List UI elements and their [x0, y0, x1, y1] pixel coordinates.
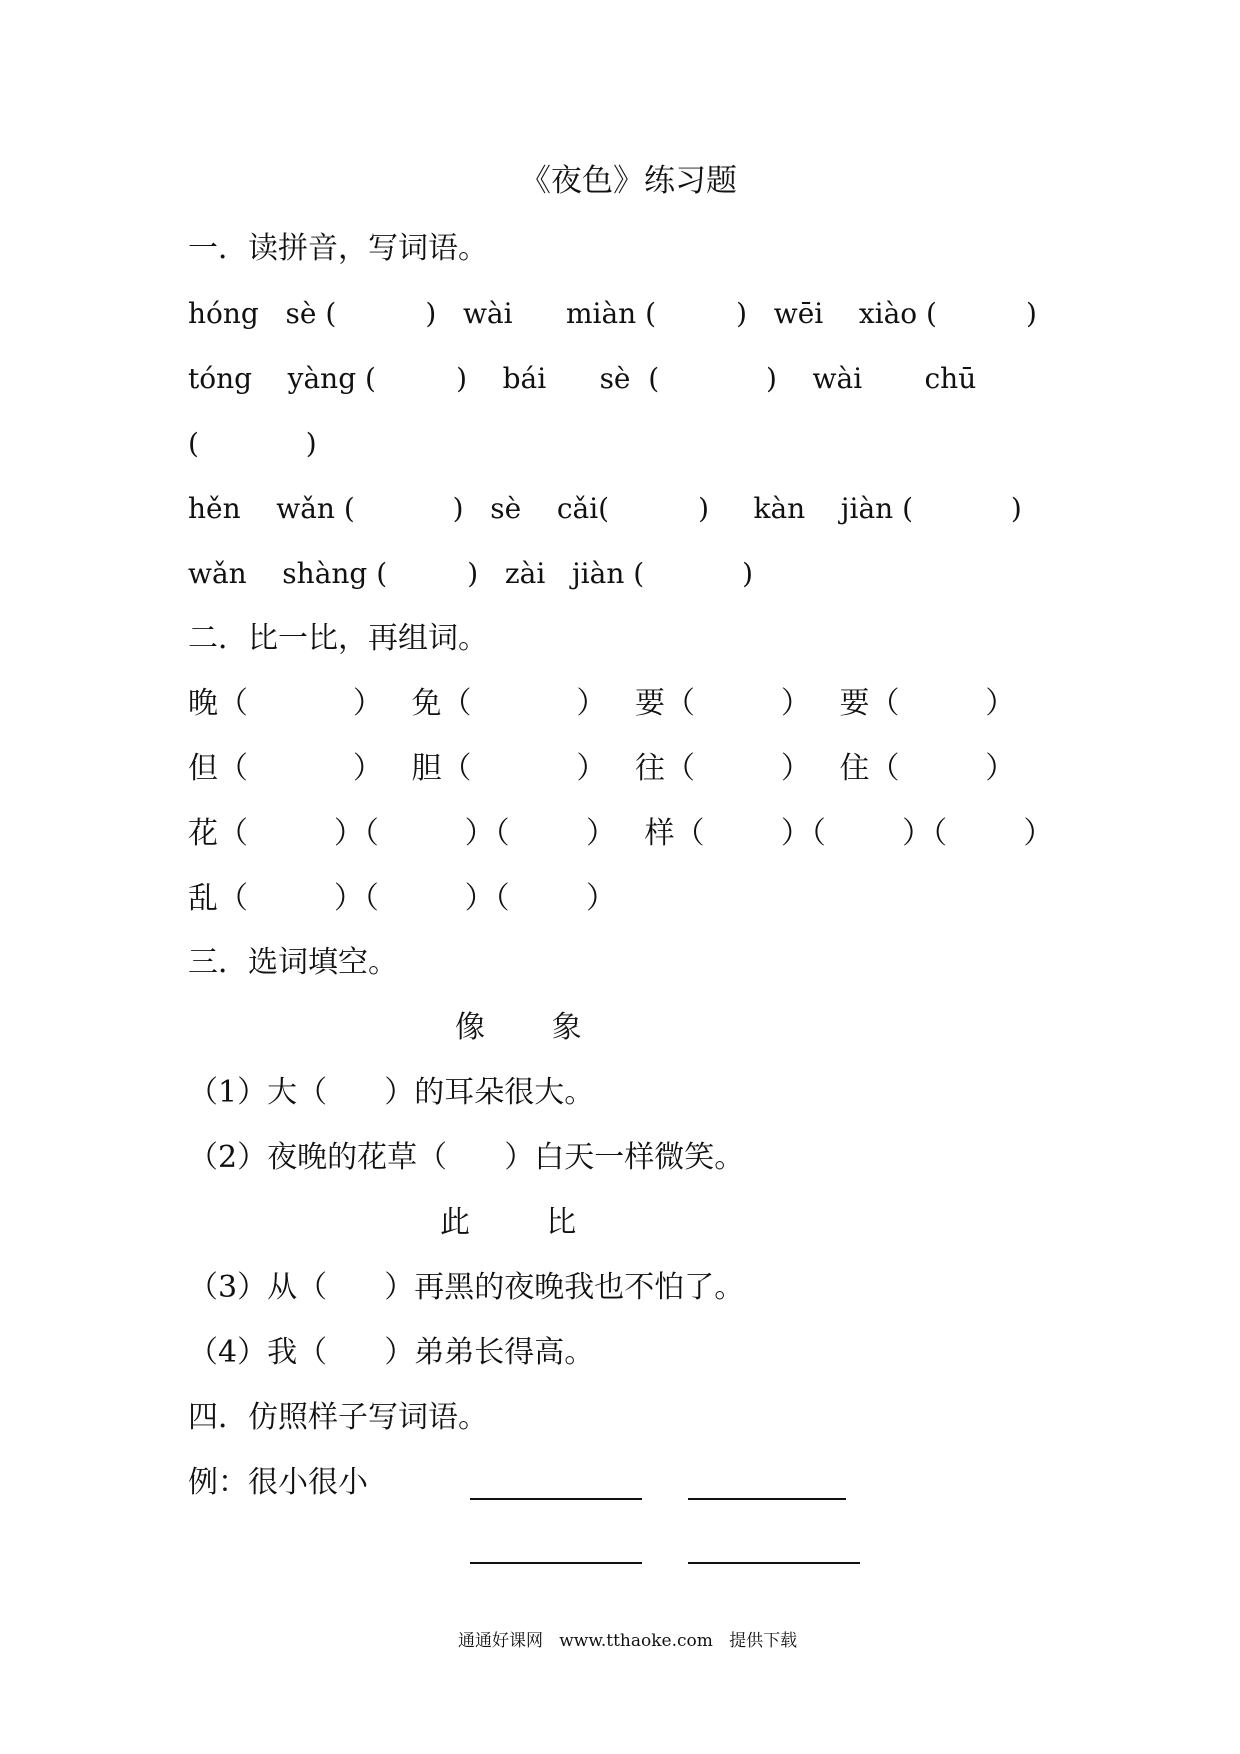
word-choice-2: 此 比 — [440, 1205, 577, 1240]
pinyin-line-2: tóng yàng ( ) bái sè ( ) wài chū — [188, 362, 977, 395]
answer-line-1[interactable] — [470, 1498, 642, 1500]
section-3-heading: 三．选词填空。 — [188, 945, 398, 980]
section-2-heading: 二．比一比，再组词。 — [188, 621, 488, 656]
page-title: 《夜色》练习题 — [520, 163, 737, 199]
answer-line-2[interactable] — [688, 1498, 846, 1500]
answer-line-3[interactable] — [470, 1562, 642, 1564]
pinyin-line-3: ( ) — [188, 427, 317, 460]
pinyin-line-1: hóng sè ( ) wài miàn ( ) wēi xiào ( ) — [188, 297, 1037, 330]
pinyin-line-5: wǎn shàng ( ) zài jiàn ( ) — [188, 557, 754, 590]
fill-question-3: （3）从（ ）再黑的夜晚我也不怕了。 — [188, 1270, 745, 1305]
page-footer: 通通好课网 www.tthaoke.com 提供下载 — [458, 1631, 798, 1651]
example-phrase: 例：很小很小 — [188, 1465, 368, 1500]
section-4-heading: 四．仿照样子写词语。 — [188, 1400, 488, 1435]
compare-line-3: 花（ ）（ ）（ ） 样（ ）（ ）（ ） — [188, 816, 1054, 851]
fill-question-4: （4）我（ ）弟弟长得高。 — [188, 1335, 595, 1370]
fill-question-2: （2）夜晚的花草（ ）白天一样微笑。 — [188, 1140, 745, 1175]
compare-line-1: 晚（ ） 免（ ） 要（ ） 要（ ） — [188, 686, 1016, 721]
compare-line-4: 乱（ ）（ ）（ ） — [188, 881, 616, 916]
compare-line-2: 但（ ） 胆（ ） 往（ ） 住（ ） — [188, 751, 1016, 786]
pinyin-line-4: hěn wǎn ( ) sè cǎi( ) kàn jiàn ( ) — [188, 492, 1022, 525]
word-choice-1: 像 象 — [455, 1010, 582, 1045]
section-1-heading: 一．读拼音，写词语。 — [188, 231, 488, 266]
answer-line-4[interactable] — [688, 1562, 860, 1564]
fill-question-1: （1）大（ ）的耳朵很大。 — [188, 1075, 595, 1110]
